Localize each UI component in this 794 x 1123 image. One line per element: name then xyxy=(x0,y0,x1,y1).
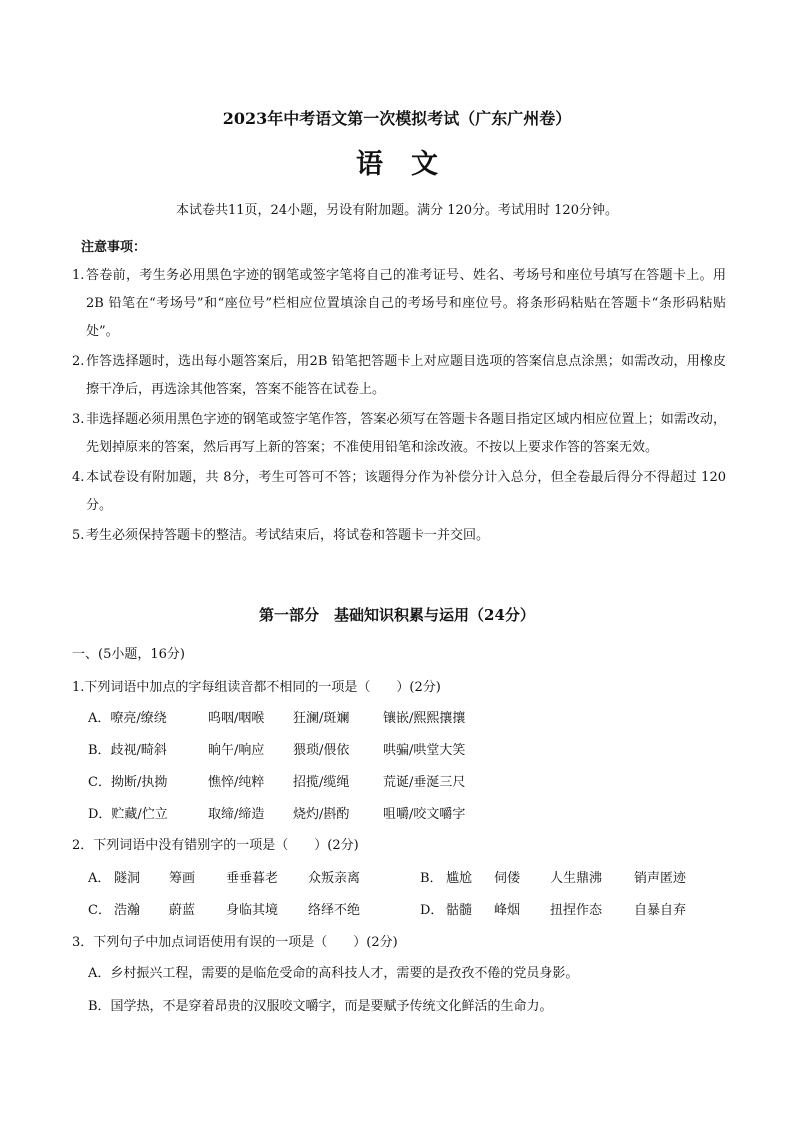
option-cell: 伺偻 xyxy=(494,870,521,886)
section-heading: 一、(5小题，16分) xyxy=(72,647,185,662)
notice-item-text: 作答选择题时，选出每小题答案后，用2B 铅笔把答题卡上对应题目选项的答案信息点涂黑；如需改动，用橡皮擦干净后，再选涂其他答案，答案不能答在试卷上。 xyxy=(86,354,726,397)
option-row xyxy=(88,764,465,796)
notice-item-number: 2. xyxy=(72,354,85,369)
option-cell: 身临其境 xyxy=(226,902,279,918)
option-cell: 晌午/响应 xyxy=(208,742,265,758)
option-cell: 憔悴/纯粹 xyxy=(208,774,265,790)
option-cell: 骷髓 xyxy=(446,902,473,918)
option-cell: 取缔/缔造 xyxy=(208,806,265,822)
notice-item xyxy=(72,406,726,462)
question-2-options xyxy=(88,860,686,924)
notice-heading: 注意事项： xyxy=(81,240,147,255)
option-cell: 招揽/缆绳 xyxy=(293,774,350,790)
notice-item xyxy=(72,464,726,520)
notice-item xyxy=(72,348,726,404)
notice-item-text: 考生必须保持答题卡的整洁。考试结束后，将试卷和答题卡一并交回。 xyxy=(86,528,490,543)
option-cell: B．歧视/畸斜 xyxy=(88,742,167,758)
option-cell: 荒诞/垂涎三尺 xyxy=(383,774,466,790)
option-cell: 蔚蓝 xyxy=(169,902,196,918)
question-2-stem: 2．下列词语中没有错别字的一项是（ ）(2分) xyxy=(72,838,359,853)
part-title: 第一部分 基础知识积累与运用（24分） xyxy=(259,606,535,624)
notice-item-text: 本试卷设有附加题，共 8分，考生可答可不答；该题得分作为补偿分计入总分，但全卷最后得分不得超过 120分。 xyxy=(86,470,726,513)
option-cell: D．贮藏/伫立 xyxy=(88,806,168,822)
option-cell: 自暴自弃 xyxy=(634,902,687,918)
question-3-option-a: A．乡村振兴工程，需要的是临危受命的高科技人才，需要的是孜孜不倦的党员身影。 xyxy=(88,966,579,981)
question-1-stem: 1.下列词语中加点的字每组读音都不相同的一项是（ ）(2分) xyxy=(72,680,441,695)
option-label: A． xyxy=(88,870,111,886)
option-cell: 浩瀚 xyxy=(114,902,141,918)
option-cell: 销声匿迹 xyxy=(634,870,687,886)
option-cell: A．嘹亮/缭绕 xyxy=(88,710,167,726)
option-label: C． xyxy=(88,902,111,918)
question-1-options xyxy=(88,700,465,828)
option-cell: 猥琐/偎依 xyxy=(293,742,350,758)
option-cell: 尴尬 xyxy=(446,870,473,886)
subject-title: 语文 xyxy=(356,149,466,180)
exam-info: 本试卷共11页，24小题，另设有附加题。满分 120分。考试用时 120分钟。 xyxy=(176,203,618,218)
exam-title: 2023年中考语文第一次模拟考试（广东广州卷） xyxy=(222,109,572,128)
notice-item-text: 答卷前，考生务必用黑色字迹的钢笔或签字笔将自己的准考证号、姓名、考场号和座位号填写在答题卡上。用2B 铅笔在“考场号”和“座位号”栏相应位置填涂自己的考场号和座位号。将条形码粘贴在答题卡“条形码粘贴处”。 xyxy=(86,268,726,339)
option-cell: 峰烟 xyxy=(494,902,521,918)
option-cell: 垂垂暮老 xyxy=(226,870,279,886)
notice-item-text: 非选择题必须用黑色字迹的钢笔或签字笔作答，答案必须写在答题卡各题目指定区域内相应位置上；如需改动，先划掉原来的答案，然后再写上新的答案；不准使用铅笔和涂改液。不按以上要求作答的答案无效。 xyxy=(86,412,726,455)
option-label: D． xyxy=(420,902,444,918)
option-row xyxy=(88,700,465,732)
option-cell: 哄骗/哄堂大笑 xyxy=(383,742,466,758)
notice-item-number: 5. xyxy=(72,528,85,543)
notice-item xyxy=(72,262,726,346)
option-row xyxy=(88,796,465,828)
option-cell: 烧灼/斟酌 xyxy=(293,806,350,822)
option-row xyxy=(88,892,686,924)
notice-item xyxy=(72,522,726,550)
option-cell: 狂澜/斑斓 xyxy=(293,710,350,726)
option-cell: 扭捏作态 xyxy=(550,902,603,918)
option-row xyxy=(88,860,686,892)
question-3-stem: 3．下列句子中加点词语使用有误的一项是（ ）(2分) xyxy=(72,935,398,950)
option-cell: C．拗断/执拗 xyxy=(88,774,168,790)
option-row xyxy=(88,732,465,764)
option-cell: 镶嵌/熙熙攘攘 xyxy=(383,710,466,726)
option-cell: 隧洞 xyxy=(114,870,141,886)
option-cell: 人生鼎沸 xyxy=(550,870,603,886)
option-cell: 咀嚼/咬文嚼字 xyxy=(383,806,466,822)
option-cell: 呜咽/咽喉 xyxy=(208,710,265,726)
option-cell: 络绎不绝 xyxy=(308,902,361,918)
question-3-option-b: B．国学热，不是穿着昂贵的汉服咬文嚼字，而是要赋予传统文化鲜活的生命力。 xyxy=(88,999,553,1014)
notice-list xyxy=(72,262,726,552)
notice-item-number: 1. xyxy=(72,268,85,283)
option-cell: 筹画 xyxy=(169,870,196,886)
option-cell: 众叛亲离 xyxy=(308,870,361,886)
notice-item-number: 4. xyxy=(72,470,85,485)
notice-item-number: 3. xyxy=(72,412,85,427)
option-label: B． xyxy=(420,870,443,886)
